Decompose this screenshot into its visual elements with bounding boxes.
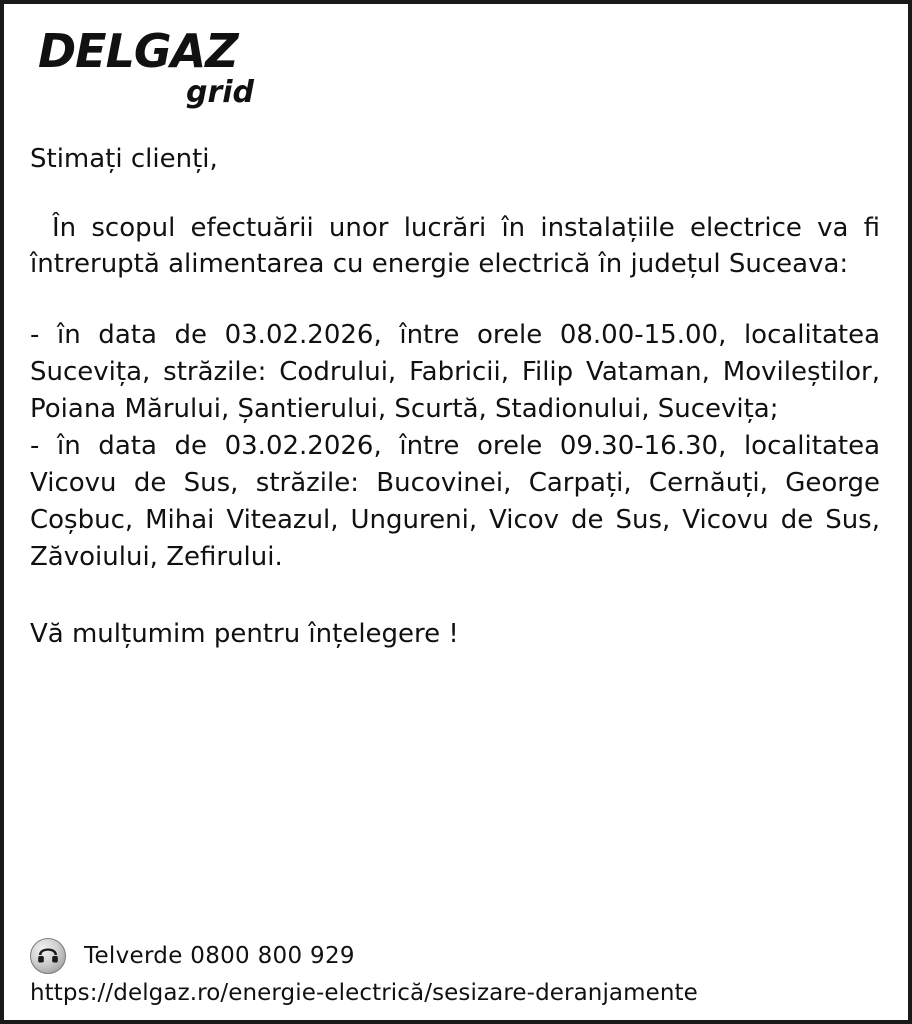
thanks-text: Vă mulțumim pentru înțelegere ! bbox=[30, 618, 459, 649]
telephone-icon bbox=[30, 938, 66, 974]
website-url[interactable]: https://delgaz.ro/energie-electrică/sesizare-deranjamente bbox=[30, 980, 698, 1006]
notice-body bbox=[28, 143, 884, 651]
salutation-text: Stimați clienți, bbox=[30, 144, 218, 174]
intro-paragraph: În scopul efectuării unor lucrări în instalațiile electrice va fi întreruptă alimentarea cu energie electrică în județul Suceava: bbox=[30, 212, 880, 280]
outage-item-2: - în data de 03.02.2026, între orele 09.30-16.30, localitatea Vicovu de Sus, străzile: Bucovinei, Carpați, Cernăuți, George Coșbuc, Mihai Viteazul, Ungureni, Vicov de Sus, Vicovu de Sus, Zăvoiului, Zefirului. bbox=[30, 431, 880, 572]
phone-row bbox=[30, 938, 882, 974]
delgaz-logo bbox=[38, 24, 258, 110]
logo-wordmark: DELGAZ bbox=[38, 24, 238, 78]
document-footer bbox=[30, 938, 882, 1006]
outage-item-1: - în data de 03.02.2026, între orele 08.00-15.00, localitatea Sucevița, străzile: Codrului, Fabricii, Filip Vataman, Movileștilor, Poiana Mărului, Șantierului, Scurtă, Stadionului, Sucevița; bbox=[30, 320, 880, 425]
spacer bbox=[30, 283, 880, 317]
telverde-label: Telverde 0800 800 929 bbox=[84, 943, 355, 969]
logo-subtext: grid bbox=[185, 75, 254, 110]
